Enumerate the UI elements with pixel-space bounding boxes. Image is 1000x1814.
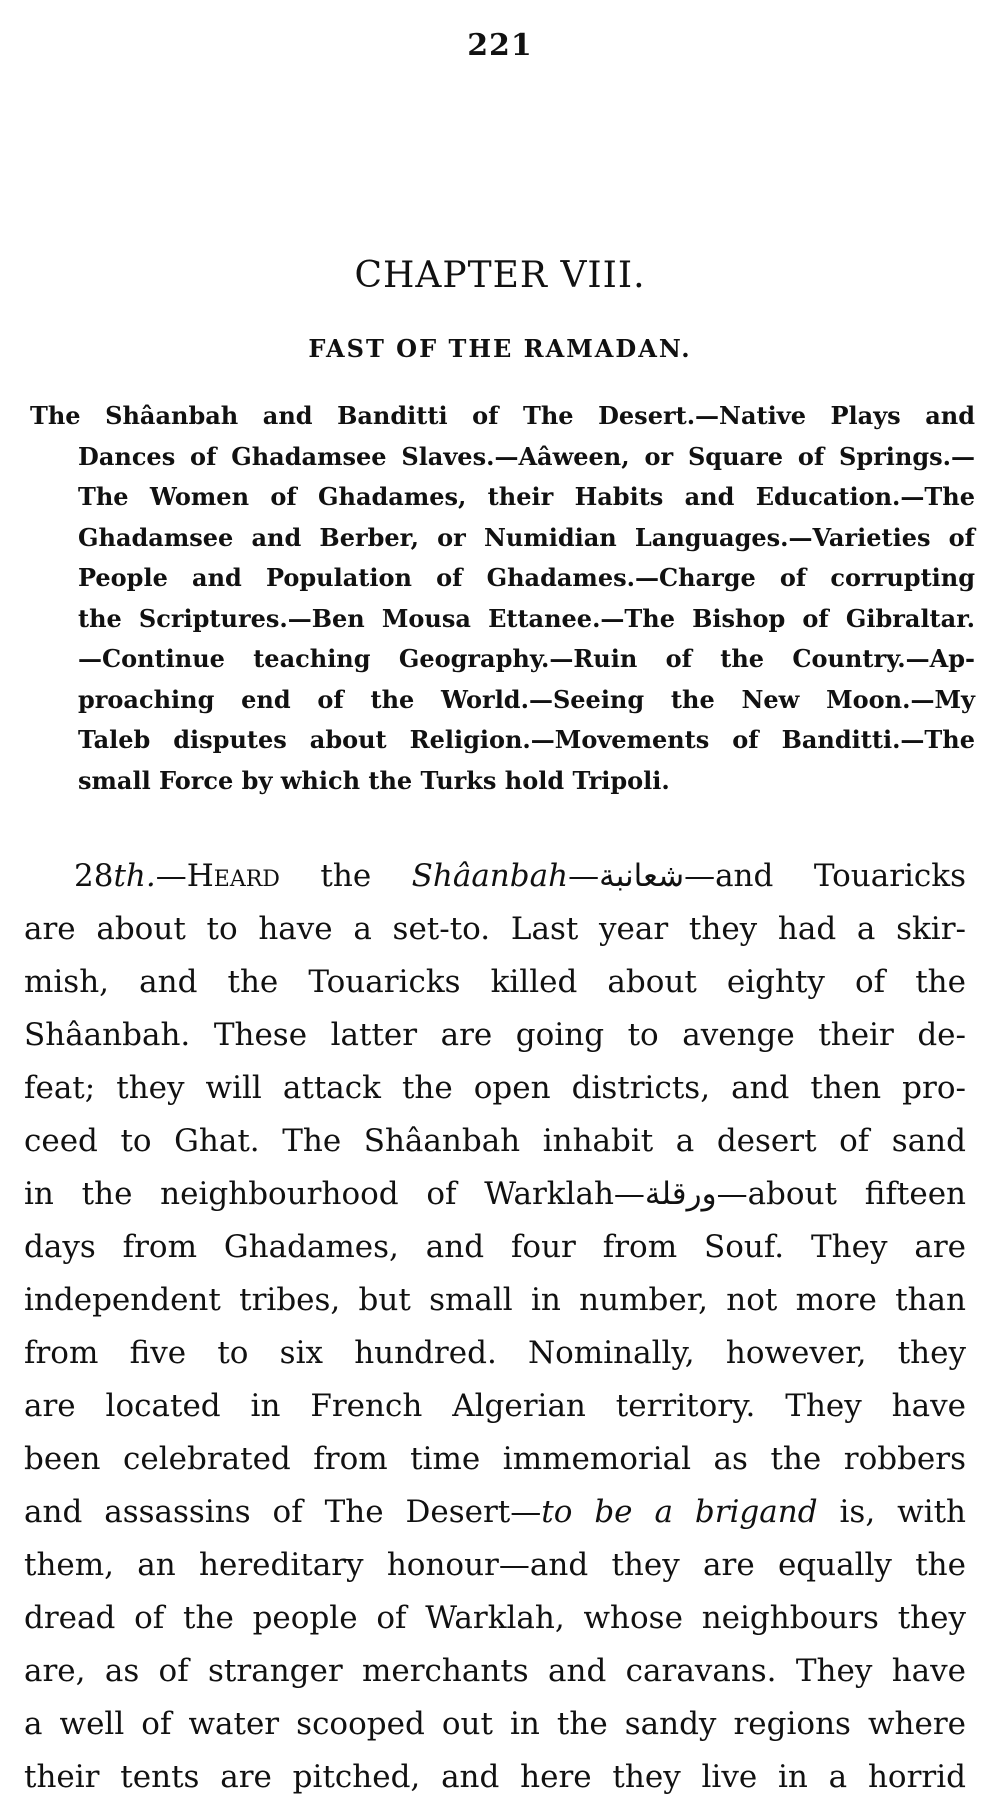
synopsis-line: small Force by which the Turks hold Tripoli. <box>78 765 670 795</box>
body-line: are about to have a set-to. Last year they had a skir- <box>24 911 966 947</box>
synopsis-line: Dances of Ghadamsee Slaves.—Aâween, or Square of Springs.— <box>78 441 975 471</box>
warklah-after: —about fifteen <box>716 1176 966 1212</box>
body-line: independent tribes, but small in number, not more than <box>24 1282 966 1318</box>
synopsis-line: the Scriptures.—Ben Mousa Ettanee.—The Bishop of Gibraltar. <box>78 603 975 633</box>
arabic-shaanbah: شعانبة <box>599 858 685 894</box>
synopsis-line: Ghadamsee and Berber, or Numidian Languages.—Varieties of <box>78 522 975 552</box>
synopsis-line: proaching end of the World.—Seeing the New Moon.—My <box>78 684 975 714</box>
synopsis-line: Taleb disputes about Religion.—Movements of Banditti.—The <box>78 725 975 754</box>
body-paragraph <box>24 850 966 1804</box>
body-line: are, as of stranger merchants and caravans. They have <box>24 1653 966 1689</box>
brigand-after: is, with <box>817 1494 966 1530</box>
body-line: them, an hereditary honour—and they are equally the <box>24 1547 966 1583</box>
synopsis-line: —Continue teaching Geography.—Ruin of the Country.—Ap- <box>78 644 975 673</box>
the-word: the <box>279 858 412 894</box>
body-line: feat; they will attack the open districts, and then pro- <box>24 1070 966 1106</box>
heard-cap: H <box>186 858 214 894</box>
body-line <box>24 1168 966 1221</box>
arabic-warklah: ورقلة <box>644 1176 717 1212</box>
chapter-title: CHAPTER VIII. <box>354 255 646 296</box>
chapter-subtitle: FAST OF THE RAMADAN. <box>308 334 692 363</box>
brigand-before: and assassins of The Desert— <box>24 1494 542 1530</box>
body-line: Shâanbah. These latter are going to avenge their de- <box>24 1017 966 1053</box>
body-line: days from Ghadames, and four from Souf. They are <box>24 1229 966 1265</box>
body-line <box>24 1486 966 1539</box>
synopsis-line: The Shâanbah and Banditti of The Desert.—Native Plays and <box>30 401 975 430</box>
shaanbah-name: Shâanbah <box>411 858 569 894</box>
body-line: a well of water scooped out in the sandy regions where <box>24 1706 966 1742</box>
dash: — <box>568 858 600 894</box>
body-line: are located in French Algerian territory. They have <box>24 1388 966 1424</box>
synopsis-line: The Women of Ghadames, their Habits and Education.—The <box>78 482 975 511</box>
date-number: 28 <box>74 858 114 894</box>
chapter-synopsis <box>30 396 975 801</box>
warklah-before: in the neighbourhood of Warklah— <box>24 1176 645 1212</box>
heard-rest: eard <box>213 858 280 894</box>
synopsis-line: People and Population of Ghadames.—Charge of corrupting <box>78 563 975 592</box>
body-line <box>24 850 966 903</box>
date-suffix: th. <box>113 858 156 894</box>
body-line: their tents are pitched, and here they live in a horrid <box>24 1759 966 1795</box>
body-line: been celebrated from time immemorial as the robbers <box>24 1441 966 1477</box>
brigand-italic: to be a brigand <box>541 1494 818 1530</box>
body-line: ceed to Ghat. The Shâanbah inhabit a desert of sand <box>24 1123 966 1159</box>
line-rest: —and Touaricks <box>684 858 966 894</box>
dash: — <box>155 858 187 894</box>
body-line: mish, and the Touaricks killed about eighty of the <box>24 964 966 1000</box>
body-line: from five to six hundred. Nominally, however, they <box>24 1335 966 1371</box>
body-line: dread of the people of Warklah, whose neighbours they <box>24 1600 966 1636</box>
page-number: 221 <box>467 28 533 63</box>
